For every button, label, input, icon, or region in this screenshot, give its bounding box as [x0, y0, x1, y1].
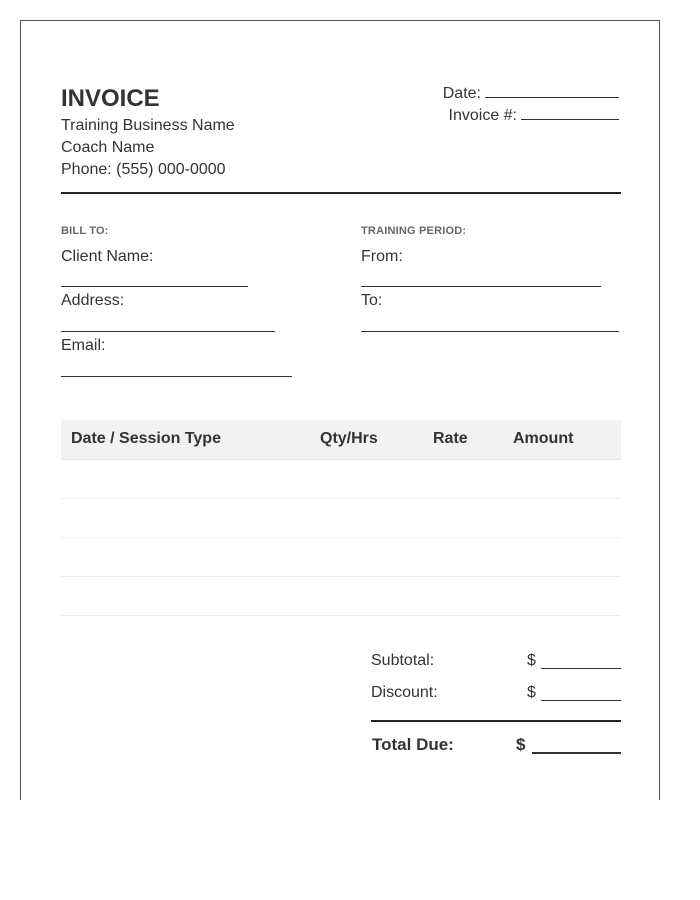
invoice-number-label: Invoice #: — [448, 107, 517, 124]
header-divider — [61, 192, 621, 194]
table-row[interactable] — [61, 498, 621, 538]
client-name-input-line[interactable] — [61, 286, 248, 287]
address-input-line[interactable] — [61, 331, 275, 332]
coach-name: Coach Name — [61, 139, 155, 156]
column-header-amount: Amount — [513, 430, 574, 447]
column-header-qty: Qty/Hrs — [320, 430, 378, 447]
subtotal-input-line[interactable] — [541, 668, 621, 669]
date-field — [443, 83, 619, 103]
column-header-date-session: Date / Session Type — [71, 430, 221, 447]
table-row[interactable] — [61, 459, 621, 499]
email-label: Email: — [61, 337, 106, 354]
table-row[interactable] — [61, 576, 621, 616]
discount-currency: $ — [527, 684, 536, 701]
total-due-label: Total Due: — [372, 735, 454, 754]
subtotal-label: Subtotal: — [371, 652, 435, 669]
invoice-sheet — [20, 20, 660, 800]
address-label: Address: — [61, 292, 125, 309]
from-label: From: — [361, 248, 403, 265]
training-period-heading: TRAINING PERIOD: — [361, 225, 467, 237]
discount-input-line[interactable] — [541, 700, 621, 701]
total-due-input-line[interactable] — [532, 752, 621, 754]
to-input-line[interactable] — [361, 331, 619, 332]
date-input-line[interactable] — [485, 83, 619, 98]
invoice-number-field — [449, 105, 619, 125]
phone-number: Phone: (555) 000-0000 — [61, 161, 226, 178]
from-input-line[interactable] — [361, 286, 601, 287]
table-row[interactable] — [61, 537, 621, 577]
invoice-number-input-line[interactable] — [521, 105, 619, 120]
business-name: Training Business Name — [61, 117, 235, 134]
to-label: To: — [361, 292, 383, 309]
totals-divider — [371, 720, 621, 722]
date-label: Date: — [442, 85, 481, 102]
invoice-title: INVOICE — [61, 85, 160, 112]
email-input-line[interactable] — [61, 376, 292, 377]
discount-label: Discount: — [371, 684, 438, 701]
total-due-currency: $ — [516, 735, 526, 754]
column-header-rate: Rate — [433, 430, 468, 447]
client-name-label: Client Name: — [61, 248, 154, 265]
subtotal-currency: $ — [527, 652, 536, 669]
table-header — [61, 420, 621, 460]
bill-to-heading: BILL TO: — [61, 225, 109, 237]
